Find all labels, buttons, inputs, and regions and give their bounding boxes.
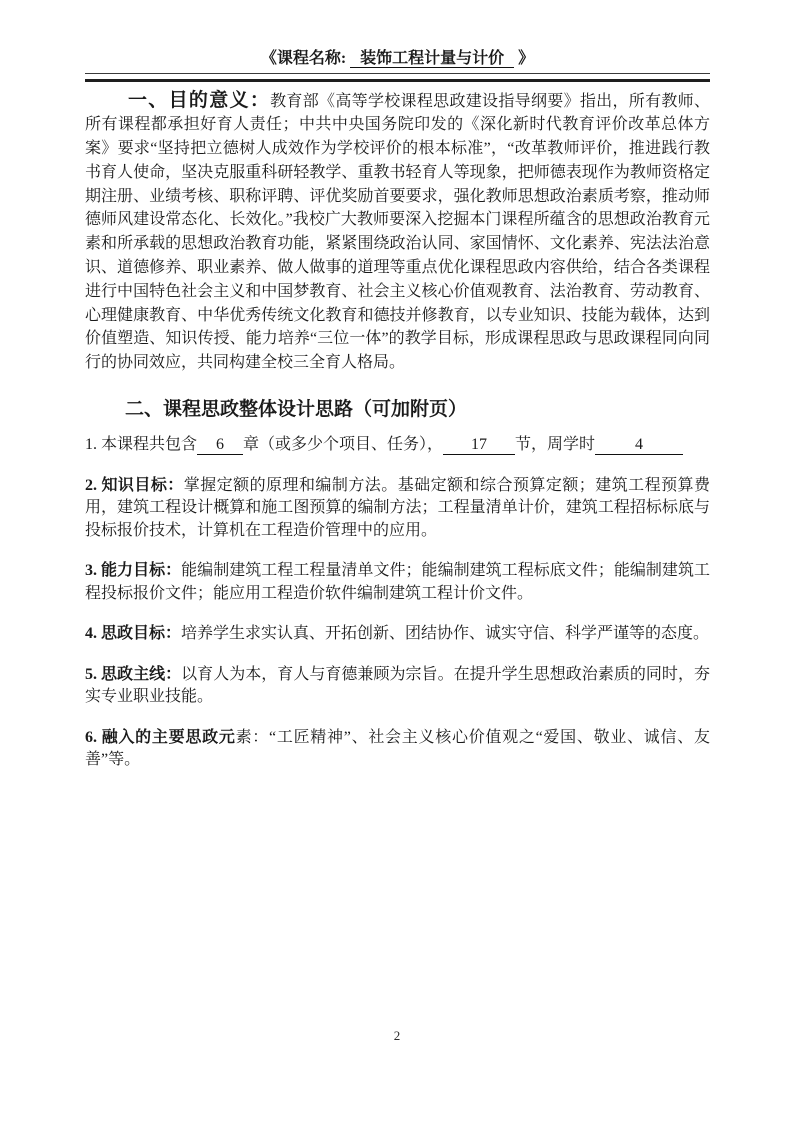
item-knowledge-goals xyxy=(85,475,710,543)
item-ideology-goals xyxy=(85,623,710,646)
chapters-count-blank: 6 xyxy=(197,435,243,455)
course-title-prefix: 《课程名称: xyxy=(260,50,351,67)
item-ability-goals xyxy=(85,560,710,605)
item5-label: 5. 思政主线： xyxy=(85,665,182,683)
item3-label: 3. 能力目标： xyxy=(85,562,182,580)
course-name-underlined: 装饰工程计量与计价 xyxy=(350,50,514,68)
page-number: 2 xyxy=(393,1028,401,1043)
item-course-structure xyxy=(85,434,710,457)
section2-heading: 二、课程思政整体设计思路（可加附页） xyxy=(125,399,468,421)
item-ideology-mainline xyxy=(85,664,710,709)
weekly-hours-blank: 4 xyxy=(595,435,683,455)
item5-text: 以育人为本，育人与育德兼顾为宗旨。在提升学生思想政治素质的同时，夯实专业职业技能。 xyxy=(85,665,710,706)
section1-body-text: 教育部《高等学校课程思政建设指导纲要》指出，所有教师、所有课程都承担好育人责任；中共中央国务院印发的《深化新时代教育评价改革总体方案》要求“坚持把立德树人成效作为学校评价的根本标准”，“改革教师评价，推进践行教书育人使命，坚决克服重科研轻教学、重教书轻育人等现象，把师德表现作为教师资格定期注册、业绩考核、职称评聘、评优奖励首要要求，强化教师思想政治素质考察，推动师德师风建设常态化、长效化。”我校广大教师要深入挖掘本门课程所蕴含的思想政治教育元素和所承载的思想政治教育功能，紧紧围绕政治认同、家国情怀、文化素养、宪法法治意识、道德修养、职业素养、做人做事的道理等重点优化课程思政内容供给，结合各类课程进行中国特色社会主义和中国梦教育、社会主义核心价值观教育、法治教育、劳动教育、心理健康教育、中华优秀传统文化教育和德技并修教育，以专业知识、技能为载体，达到价值塑造、知识传授、能力培养“三位一体”的教学目标，形成课程思政与思政课程同向同行的协同效应，共同构建全校三全育人格局。 xyxy=(85,92,710,372)
item1-mid1: 章（或多少个项目、任务）， xyxy=(243,436,444,454)
item6-text: 素：“工匠精神”、社会主义核心价值观之“爱国、敬业、诚信、友善”等。 xyxy=(85,728,710,769)
item2-label: 2. 知识目标： xyxy=(85,476,184,494)
item3-text: 能编制建筑工程工程量清单文件；能编制建筑工程标底文件；能编制建筑工程投标报价文件；能应用工程造价软件编制建筑工程计价文件。 xyxy=(85,562,710,602)
course-title-suffix: 》 xyxy=(514,50,535,67)
item6-label: 6. 融入的主要思政元 xyxy=(85,728,236,746)
course-title xyxy=(85,48,710,74)
item1-prefix: 1. 本课程共包含 xyxy=(85,436,198,454)
item2-text: 掌握定额的原理和编制方法。基础定额和综合预算定额；建筑工程预算费用，建筑工程设计概算和施工图预算的编制方法；工程量清单计价，建筑工程招标标底与投标报价技术，计算机在工程造价管理中的应用。 xyxy=(85,476,710,539)
sections-count-blank: 17 xyxy=(443,435,515,455)
section1-heading: 一、目的意义： xyxy=(128,89,271,111)
item1-mid2: 节，周学时 xyxy=(515,436,596,454)
section1-paragraph xyxy=(85,89,710,376)
item4-text: 培养学生求实认真、开拓创新、团结协作、诚实守信、科学严谨等的态度。 xyxy=(181,625,710,643)
item-ideology-elements xyxy=(85,727,710,772)
header-divider-rule xyxy=(85,79,710,82)
item4-label: 4. 思政目标： xyxy=(85,625,182,643)
document-header xyxy=(85,48,710,82)
